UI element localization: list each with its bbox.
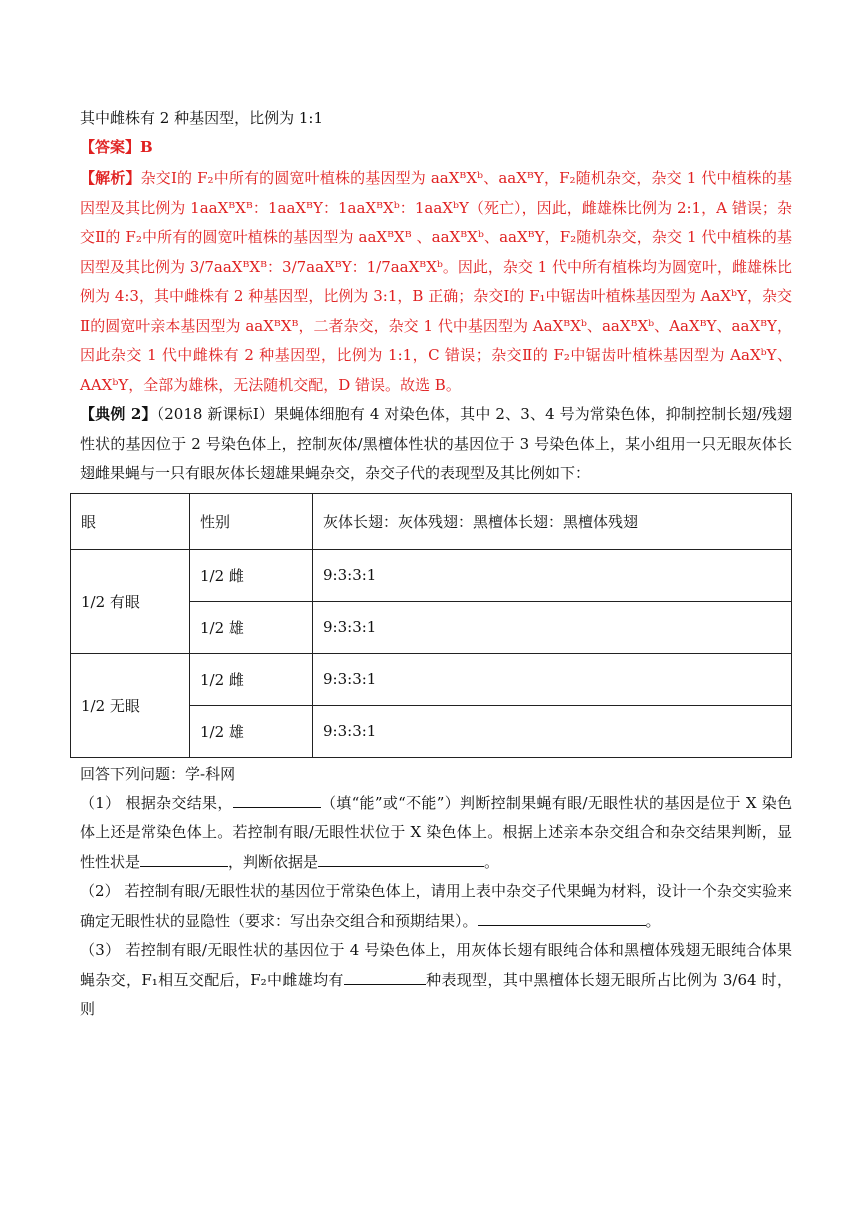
question-2-end: 。: [645, 911, 661, 930]
header-phenotype: 灰体长翅：灰体残翅：黑檀体长翅：黑檀体残翅: [313, 493, 792, 549]
answer-blank[interactable]: [318, 852, 484, 867]
question-1-basis: ，判断依据是: [228, 852, 319, 871]
question-2-text: （2） 若控制有眼/无眼性状的基因位于常染色体上，请用上表中杂交子代果蝇为材料，设计一个杂交实验来确定无眼性状的显隐性（要求：写出杂交组合和预期结果）。: [80, 882, 792, 930]
question-1: [80, 789, 792, 878]
question-3-text: （3） 若控制有眼/无眼性状的基因位于 4 号染色体上，用灰体长翅有眼纯合体和黑檀体残翅无眼纯合体果蝇杂交，F₁相互交配后，F₂中雌雄均有: [80, 941, 792, 989]
answer-blank[interactable]: [233, 793, 321, 808]
answer-blank[interactable]: [140, 852, 228, 867]
analysis-text: 杂交Ⅰ的 F₂中所有的圆宽叶植株的基因型为 aaXᴮXᵇ、aaXᴮY，F₂随机杂交，杂交 1 代中植株的基因型及其比例为 1aaXᴮXᴮ：1aaXᴮY：1aaXᴮXᵇ：1aaXᵇY（死亡），因此，雌雄株比例为 2:1，A 错误；杂交Ⅱ的 F₂中所有的圆宽叶植株的基因型为 aaXᴮXᴮ 、aaXᴮXᵇ、aaXᴮY，F₂随机杂交，杂交 1 代中植株的基因型及其比例为 3/7aaXᴮXᴮ：3/7aaXᴮY：1/7aaXᴮXᵇ。因此，杂交 1 代中所有植株均为圆宽叶，雌雄株比例为 4:3，其中雌株有 2 种基因型，比例为 3:1，B 正确；杂交Ⅰ的 F₁中锯齿叶植株基因型为 AaXᵇY，杂交Ⅱ的圆宽叶亲本基因型为 aaXᴮXᴮ，二者杂交，杂交 1 代中基因型为 AaXᴮXᵇ、aaXᴮXᵇ、AaXᴮY、aaXᴮY，因此杂交 1 代中雌株有 2 种基因型，比例为 1:1，C 错误；杂交Ⅱ的 F₂中锯齿叶植株基因型为 AaXᵇY、AAXᵇY，全部为雄株，无法随机交配，D 错误。故选 B。: [80, 169, 792, 394]
question-1-start: （1） 根据杂交结果，: [80, 793, 233, 812]
sex-cell: 1/2 雄: [190, 705, 313, 757]
prompt-line: 回答下列问题：学-科网: [80, 764, 236, 783]
answer-label: 【答案】: [80, 138, 141, 156]
example-text: （2018 新课标Ⅰ）果蝇体细胞有 4 对染色体，其中 2、3、4 号为常染色体，抑制控制长翅/残翅性状的基因位于 2 号染色体上，控制灰体/黑檀体性状的基因位于 3 号染色体上，某小组用一只无眼灰体长翅雌果蝇与一只有眼灰体长翅雄果蝇杂交，杂交子代的表现型及其比例如下：: [80, 405, 792, 482]
sex-cell: 1/2 雌: [190, 549, 313, 601]
question-3: [80, 936, 792, 1025]
ratio-cell: 9:3:3:1: [313, 549, 792, 601]
question-1-middle: （填“能”或“不能”）判断控制果蝇有眼/无眼性状的基因是位于 X 染色体上还是常染色体上。若控制有眼/无眼性状位于 X 染色体上。根据上述亲本杂交组合和杂交结果判断，显性性状是: [80, 793, 792, 871]
document-page: [80, 104, 792, 1025]
answer-blank[interactable]: [478, 911, 646, 926]
table-row: [71, 549, 792, 601]
answer-value: B: [140, 138, 153, 156]
sex-cell: 1/2 雌: [190, 653, 313, 705]
ratio-cell: 9:3:3:1: [313, 653, 792, 705]
table-header-row: [71, 493, 792, 549]
example-paragraph: [80, 400, 792, 489]
analysis-label: 【解析】: [80, 169, 141, 187]
sex-cell: 1/2 雄: [190, 601, 313, 653]
header-eye: 眼: [71, 493, 190, 549]
eye-cell: 1/2 无眼: [71, 653, 190, 757]
results-table: [70, 493, 792, 758]
ratio-cell: 9:3:3:1: [313, 601, 792, 653]
answer-line: [80, 133, 792, 162]
answer-blank[interactable]: [344, 970, 426, 985]
question-2: [80, 877, 792, 936]
analysis-paragraph: [80, 164, 792, 400]
table-row: [71, 653, 792, 705]
intro-line: 其中雌株有 2 种基因型，比例为 1:1: [80, 109, 323, 127]
example-label: 【典例 2】: [80, 405, 157, 423]
ratio-cell: 9:3:3:1: [313, 705, 792, 757]
question-1-end: 。: [484, 852, 500, 871]
header-sex: 性别: [190, 493, 313, 549]
eye-cell: 1/2 有眼: [71, 549, 190, 653]
question-3-end: 种表现型，其中黑檀体长翅无眼所占比例为 3/64 时，则: [80, 970, 792, 1018]
